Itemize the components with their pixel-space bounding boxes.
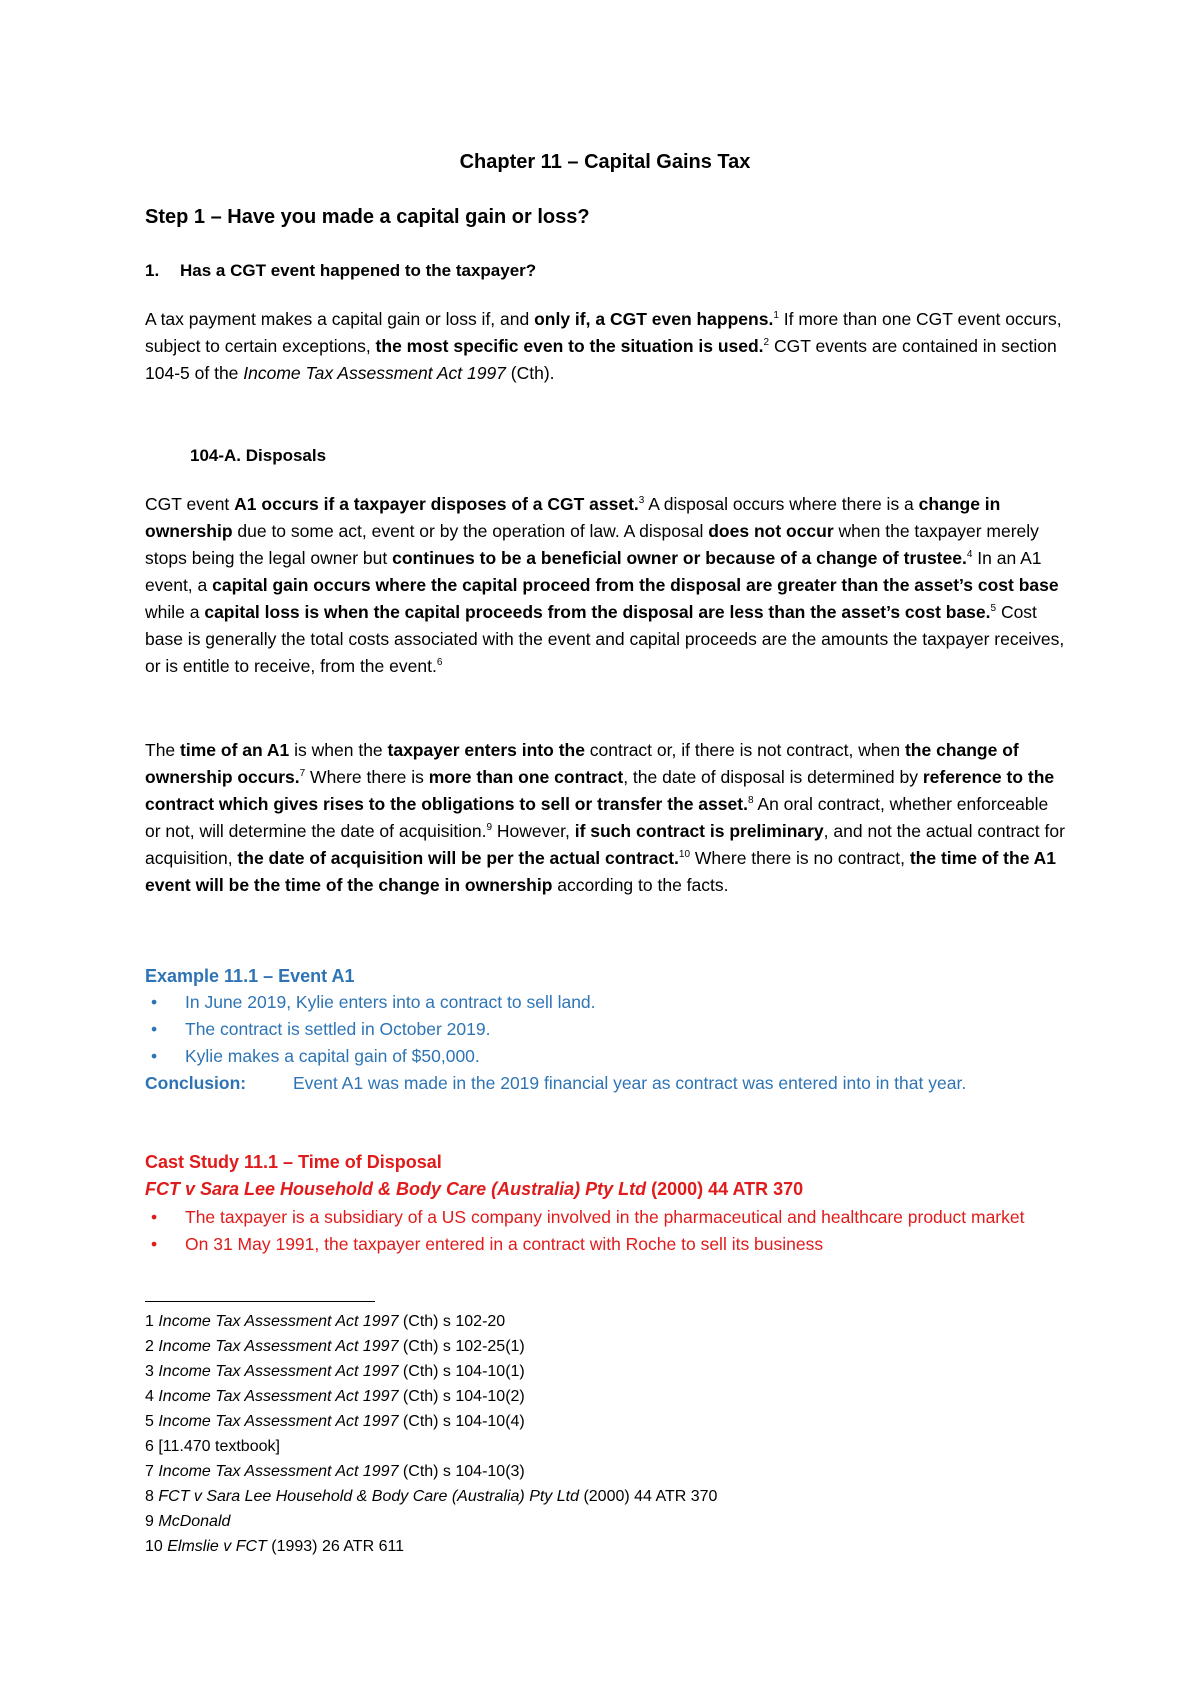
footnote-text: (Cth) s 104-10(2) — [398, 1388, 525, 1405]
bullet-glyph: • — [151, 1019, 158, 1039]
footnote-ref[interactable]: 4 — [966, 549, 973, 561]
case-study-title: Cast Study 11.1 – Time of Disposal — [145, 1152, 442, 1172]
footnote-italic: Income Tax Assessment Act 1997 — [158, 1413, 399, 1430]
footnote-text: (Cth) s 104-10(3) — [398, 1463, 525, 1480]
subheading-disposals: 104-A. Disposals — [190, 446, 327, 465]
text-run: If more than one CGT event occurs, subject to certain exceptions, — [145, 309, 1062, 356]
case-study-citation — [145, 1176, 803, 1202]
text-run: A disposal occurs where there is a — [644, 494, 919, 514]
footnote-ref[interactable]: 8 — [747, 795, 754, 807]
footnote-number: 9 — [145, 1513, 154, 1530]
text-run: CGT event — [145, 494, 235, 514]
text-run: (Cth). — [505, 363, 555, 383]
footnote-italic: Elmslie v FCT — [167, 1538, 267, 1555]
footnote — [145, 1534, 1065, 1559]
footnote-text: [11.470 textbook] — [158, 1438, 280, 1455]
footnote — [145, 1484, 1065, 1509]
bold-run: does not occur — [708, 521, 834, 541]
case-study-bullet-list — [145, 1204, 1065, 1258]
footnote-separator — [145, 1301, 375, 1302]
text-run: In an A1 event, a — [145, 548, 1042, 595]
footnote — [145, 1459, 1065, 1484]
text-run: while a — [145, 602, 205, 622]
bold-run: reference to the contract which gives rises to the obligations to sell or transfer the asset. — [145, 767, 1055, 814]
list-item — [145, 1016, 1065, 1043]
conclusion-text: Event A1 was made in the 2019 financial year as contract was entered into in that year. — [293, 1073, 967, 1093]
footnote — [145, 1384, 1065, 1409]
footnote-ref[interactable]: 7 — [299, 768, 306, 780]
text-run: is when the — [289, 740, 388, 760]
example-bullet-list — [145, 989, 1065, 1070]
footnote-ref[interactable]: 1 — [773, 310, 779, 322]
footnote-italic: FCT v Sara Lee Household & Body Care (Australia) Pty Ltd — [158, 1488, 579, 1505]
paragraph-cgt-event — [145, 306, 1065, 387]
footnote-text: (2000) 44 ATR 370 — [579, 1488, 718, 1505]
text-run: , the date of disposal is determined by — [623, 767, 923, 787]
step-heading: Step 1 – Have you made a capital gain or loss? — [145, 206, 590, 228]
footnote-number: 5 — [145, 1413, 154, 1430]
bullet-glyph: • — [151, 1046, 158, 1066]
bold-run: capital loss is when the capital proceeds from the disposal are less than the asset’s cost base. — [204, 602, 991, 622]
conclusion-label: Conclusion: — [145, 1073, 247, 1093]
bold-run: taxpayer enters into the — [387, 740, 585, 760]
text-run: A tax payment makes a capital gain or loss if, and — [145, 309, 535, 329]
bold-run: change in ownership — [145, 494, 1001, 541]
text-run: when the taxpayer merely stops being the legal owner but — [145, 521, 1039, 568]
chapter-title: Chapter 11 – Capital Gains Tax — [459, 151, 751, 173]
footnote — [145, 1334, 1065, 1359]
footnote-ref[interactable]: 5 — [990, 603, 997, 615]
bullet-glyph: • — [151, 1234, 158, 1254]
footnote — [145, 1359, 1065, 1384]
text-run: Cost base is generally the total costs associated with the event and capital proceeds are the amounts the taxpayer receives, or is entitle to receive, from the event. — [145, 602, 1065, 676]
bold-run: if such contract is preliminary — [574, 821, 824, 841]
footnote-number: 7 — [145, 1463, 154, 1480]
list-item — [145, 1204, 1065, 1231]
footnote-ref[interactable]: 2 — [763, 337, 770, 349]
list-item-text: In June 2019, Kylie enters into a contract to sell land. — [185, 992, 596, 1012]
list-item — [145, 989, 1065, 1016]
bold-run: time of an A1 — [180, 740, 290, 760]
text-run: , and not the actual contract for acquisition, — [145, 821, 1065, 868]
footnote-text: (Cth) s 102-25(1) — [398, 1338, 525, 1355]
bold-run: the time of the A1 event will be the time of the change in ownership — [145, 848, 1057, 895]
footnote-italic: Income Tax Assessment Act 1997 — [158, 1338, 399, 1355]
footnote — [145, 1409, 1065, 1434]
footnote-ref[interactable]: 3 — [638, 495, 645, 507]
footnote-text: (1993) 26 ATR 611 — [266, 1538, 405, 1555]
footnote-number: 10 — [145, 1538, 163, 1555]
list-item-text: The taxpayer is a subsidiary of a US company involved in the pharmaceutical and healthcare product market — [185, 1207, 1025, 1227]
list-item-text: The contract is settled in October 2019. — [185, 1019, 491, 1039]
case-citation: (2000) 44 ATR 370 — [646, 1179, 804, 1199]
footnote-italic: Income Tax Assessment Act 1997 — [158, 1463, 399, 1480]
italic-run: Income Tax Assessment Act 1997 — [243, 363, 506, 383]
footnote-italic: Income Tax Assessment Act 1997 — [158, 1363, 399, 1380]
bullet-glyph: • — [151, 1207, 158, 1227]
footnote-number: 3 — [145, 1363, 154, 1380]
bold-run: the date of acquisition will be per the actual contract. — [237, 848, 679, 868]
footnote-text: (Cth) s 104-10(1) — [398, 1363, 525, 1380]
footnote-number: 8 — [145, 1488, 154, 1505]
footnote-ref[interactable]: 10 — [678, 849, 691, 861]
list-item-text: Kylie makes a capital gain of $50,000. — [185, 1046, 480, 1066]
text-run: Where there is no contract, — [690, 848, 910, 868]
paragraph-time-of-a1 — [145, 737, 1065, 899]
footnote — [145, 1509, 1065, 1534]
text-run: An oral contract, whether enforceable or not, will determine the date of acquisition. — [145, 794, 1049, 841]
footnote-number: 4 — [145, 1388, 154, 1405]
footnote-ref[interactable]: 9 — [486, 822, 493, 834]
bold-run: the change of ownership occurs. — [145, 740, 1019, 787]
paragraph-event-a1 — [145, 491, 1065, 680]
case-name: FCT v Sara Lee Household & Body Care (Australia) Pty Ltd — [145, 1179, 647, 1199]
bold-run: only if, a CGT even happens. — [534, 309, 774, 329]
text-run: The — [145, 740, 181, 760]
footnote-italic: Income Tax Assessment Act 1997 — [158, 1313, 399, 1330]
text-run: according to the facts. — [552, 875, 729, 895]
footnote-number: 6 — [145, 1438, 154, 1455]
list-item — [145, 1231, 1065, 1258]
bold-run: continues to be a beneficial owner or because of a change of trustee. — [392, 548, 967, 568]
bold-run: capital gain occurs where the capital proceed from the disposal are greater than the asset’s cost base — [212, 575, 1059, 595]
list-item — [145, 1043, 1065, 1070]
footnote-number: 2 — [145, 1338, 154, 1355]
question-number: 1. — [145, 261, 160, 280]
text-run: contract or, if there is not contract, when — [584, 740, 905, 760]
bullet-glyph: • — [151, 992, 158, 1012]
question-text: Has a CGT event happened to the taxpayer? — [180, 261, 537, 280]
text-run: However, — [492, 821, 575, 841]
text-run: Where there is — [305, 767, 429, 787]
footnote-number: 1 — [145, 1313, 154, 1330]
text-run: CGT events are contained in section 104-5 of the — [145, 336, 1057, 383]
footnote-text: (Cth) s 102-20 — [398, 1313, 506, 1330]
footnote-text: (Cth) s 104-10(4) — [398, 1413, 525, 1430]
example-conclusion — [145, 1070, 1065, 1097]
footnote-italic: McDonald — [158, 1513, 231, 1530]
bold-run: A1 occurs if a taxpayer disposes of a CGT asset. — [234, 494, 639, 514]
text-run: due to some act, event or by the operation of law. A disposal — [232, 521, 709, 541]
footnote-list — [145, 1309, 1065, 1559]
list-item-text: On 31 May 1991, the taxpayer entered in a contract with Roche to sell its business — [185, 1234, 824, 1254]
example-title: Example 11.1 – Event A1 — [145, 966, 355, 986]
bold-run: more than one contract — [428, 767, 624, 787]
footnote-italic: Income Tax Assessment Act 1997 — [158, 1388, 399, 1405]
footnote — [145, 1434, 1065, 1459]
question-heading — [145, 258, 536, 284]
footnote-ref[interactable]: 6 — [436, 657, 443, 669]
bold-run: the most specific even to the situation is used. — [375, 336, 764, 356]
footnote — [145, 1309, 1065, 1334]
